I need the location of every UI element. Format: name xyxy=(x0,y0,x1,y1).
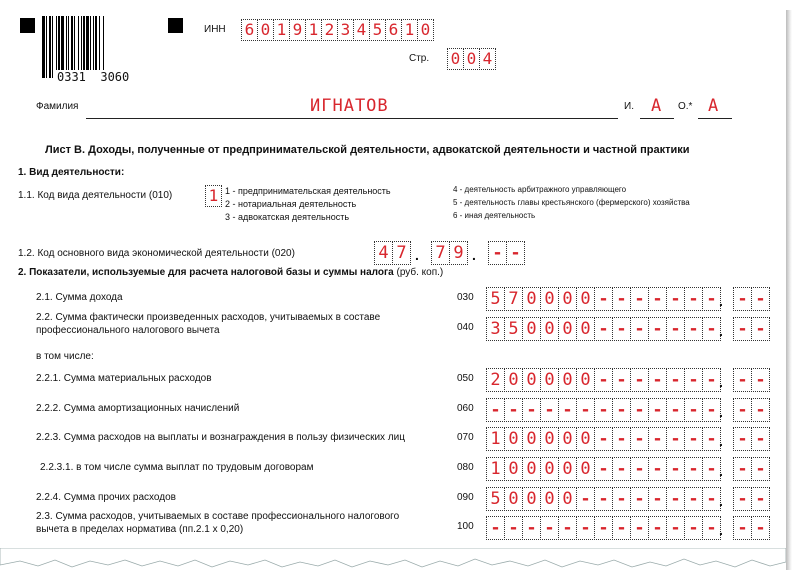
inn-digit-cell: 0 xyxy=(257,19,274,41)
amount-digit-cell: - xyxy=(684,317,703,341)
amount-digit-cell: - xyxy=(558,398,577,422)
inn-digit-cell: 2 xyxy=(321,19,338,41)
section2-heading xyxy=(18,267,443,278)
amount-digit-cell: 0 xyxy=(540,368,559,392)
activity-code-field[interactable] xyxy=(205,185,221,207)
amount-digit-cell: - xyxy=(612,487,631,511)
decimal-separator: . xyxy=(719,323,723,339)
row-label-080: 2.2.3.1. в том числе сумма выплат по трудовым договорам xyxy=(40,462,314,473)
amount-digit-cell: - xyxy=(648,317,667,341)
amount-digit-cell: 5 xyxy=(486,287,505,311)
row-label-030: 2.1. Сумма дохода xyxy=(36,292,123,303)
inn-digit-cell: 1 xyxy=(305,19,322,41)
activity-code-cell: 1 xyxy=(205,185,222,207)
amount-digit-cell: - xyxy=(630,368,649,392)
amount-digit-cell: - xyxy=(576,487,595,511)
kopeck-digit-cell: - xyxy=(733,398,752,422)
page-digit-cell: 0 xyxy=(463,48,480,70)
decimal-separator: . xyxy=(719,404,723,420)
amount-digit-cell: 0 xyxy=(558,427,577,451)
page-digit-cell: 4 xyxy=(479,48,496,70)
amount-digit-cell: - xyxy=(648,368,667,392)
amount-digit-cell: - xyxy=(666,487,685,511)
initial-o-label: О.* xyxy=(678,101,693,112)
okved-digit-cell: - xyxy=(506,241,525,265)
amount-digit-cell: 0 xyxy=(504,368,523,392)
amount-digit-cell: 3 xyxy=(486,317,505,341)
okved-group xyxy=(374,241,410,265)
amount-digit-cell: 0 xyxy=(540,487,559,511)
row-label-050: 2.2.1. Сумма материальных расходов xyxy=(36,373,212,384)
amount-digit-cell: - xyxy=(594,487,613,511)
page-label: Стр. xyxy=(409,53,430,64)
amount-digit-cell: - xyxy=(648,516,667,540)
amount-field-100[interactable] xyxy=(486,516,720,540)
amount-digit-cell: 0 xyxy=(522,287,541,311)
kopeck-digit-cell: - xyxy=(751,427,770,451)
okved-digit-cell: 7 xyxy=(392,241,411,265)
amount-digit-cell: 0 xyxy=(522,368,541,392)
kopeck-digit-cell: - xyxy=(751,287,770,311)
amount-digit-cell: 7 xyxy=(504,287,523,311)
amount-digit-cell: - xyxy=(684,487,703,511)
amount-digit-cell: - xyxy=(594,516,613,540)
row-code-090: 090 xyxy=(457,492,474,503)
inn-digit-cell: 1 xyxy=(401,19,418,41)
amount-digit-cell: 1 xyxy=(486,427,505,451)
amount-digit-cell: - xyxy=(648,427,667,451)
amount-digit-cell: 0 xyxy=(540,457,559,481)
amount-field-090[interactable] xyxy=(486,487,720,511)
amount-digit-cell: 0 xyxy=(558,457,577,481)
okved-group xyxy=(431,241,467,265)
activity-code-label: 1.1. Код вида деятельности (010) xyxy=(18,190,173,201)
activity-option-3: 3 - адвокатская деятельность xyxy=(225,212,350,222)
decimal-separator: . xyxy=(719,433,723,449)
row-code-100: 100 xyxy=(457,521,474,532)
kopeck-digit-cell: - xyxy=(733,368,752,392)
okved-digit-cell: 4 xyxy=(374,241,393,265)
inn-digit-cell: 1 xyxy=(273,19,290,41)
amount-digit-cell: - xyxy=(576,516,595,540)
amount-field-050[interactable] xyxy=(486,368,720,392)
sheet-title: Лист В. Доходы, полученные от предпринимательской деятельности, адвокатской деятельности и частной практики xyxy=(45,144,690,156)
row-code-080: 080 xyxy=(457,462,474,473)
inn-digit-cell: 5 xyxy=(369,19,386,41)
surname-underline xyxy=(86,118,618,119)
decimal-separator: . xyxy=(719,374,723,390)
amount-digit-cell: - xyxy=(630,457,649,481)
decimal-separator: . xyxy=(719,293,723,309)
amount-digit-cell: - xyxy=(684,457,703,481)
kopeck-digit-cell: - xyxy=(733,287,752,311)
kopecks-field-080[interactable] xyxy=(733,457,769,481)
amount-digit-cell: 0 xyxy=(522,457,541,481)
amount-digit-cell: 0 xyxy=(540,317,559,341)
kopeck-digit-cell: - xyxy=(751,516,770,540)
inn-label: ИНН xyxy=(204,24,226,35)
amount-digit-cell: 0 xyxy=(576,457,595,481)
kopecks-field-100[interactable] xyxy=(733,516,769,540)
inn-field[interactable] xyxy=(241,19,433,41)
amount-digit-cell: 2 xyxy=(486,368,505,392)
amount-digit-cell: - xyxy=(594,317,613,341)
barcode-gap xyxy=(104,16,105,78)
initial-o-value[interactable]: А xyxy=(708,96,719,116)
amount-digit-cell: 0 xyxy=(576,368,595,392)
amount-digit-cell: - xyxy=(486,398,505,422)
amount-digit-cell: - xyxy=(702,368,721,392)
amount-digit-cell: - xyxy=(486,516,505,540)
amount-digit-cell: - xyxy=(684,398,703,422)
amount-field-040[interactable] xyxy=(486,317,720,341)
corner-marker-left xyxy=(20,18,35,33)
kopeck-digit-cell: - xyxy=(733,427,752,451)
row-label-090: 2.2.4. Сумма прочих расходов xyxy=(36,492,176,503)
okved-digit-cell: 9 xyxy=(449,241,468,265)
amount-digit-cell: - xyxy=(630,398,649,422)
amount-digit-cell: - xyxy=(594,427,613,451)
kopecks-field-060[interactable] xyxy=(733,398,769,422)
inn-digit-cell: 6 xyxy=(241,19,258,41)
amount-digit-cell: - xyxy=(594,457,613,481)
activity-option-1: 1 - предпринимательская деятельность xyxy=(225,186,391,196)
corner-marker-right xyxy=(168,18,183,33)
amount-field-070[interactable] xyxy=(486,427,720,451)
amount-digit-cell: - xyxy=(630,516,649,540)
okved-group xyxy=(488,241,524,265)
amount-digit-cell: 0 xyxy=(558,368,577,392)
section2-heading-unit: (руб. коп.) xyxy=(396,267,444,278)
kopecks-field-040[interactable] xyxy=(733,317,769,341)
row-label-040: 2.2. Сумма фактически произведенных расходов, учитываемых в составе xyxy=(36,312,381,323)
page-digit-cell: 0 xyxy=(447,48,464,70)
amount-digit-cell: 0 xyxy=(576,317,595,341)
amount-digit-cell: - xyxy=(666,516,685,540)
row-code-050: 050 xyxy=(457,373,474,384)
okved-separator: . xyxy=(415,247,419,263)
torn-edge xyxy=(0,548,786,578)
decimal-separator: . xyxy=(719,493,723,509)
amount-digit-cell: 0 xyxy=(504,457,523,481)
amount-digit-cell: - xyxy=(612,427,631,451)
decimal-separator: . xyxy=(719,463,723,479)
amount-digit-cell: - xyxy=(702,287,721,311)
amount-digit-cell: - xyxy=(522,516,541,540)
amount-digit-cell: 0 xyxy=(576,287,595,311)
kopeck-digit-cell: - xyxy=(751,398,770,422)
initial-i-value[interactable]: А xyxy=(651,96,662,116)
amount-digit-cell: - xyxy=(684,516,703,540)
section2-heading-text: 2. Показатели, используемые для расчета налоговой базы и суммы налога xyxy=(18,267,394,278)
kopecks-field-050[interactable] xyxy=(733,368,769,392)
amount-digit-cell: 0 xyxy=(558,317,577,341)
amount-digit-cell: - xyxy=(648,287,667,311)
amount-digit-cell: - xyxy=(666,368,685,392)
amount-digit-cell: - xyxy=(684,287,703,311)
row-label-040: профессионального налогового вычета xyxy=(36,325,220,336)
amount-digit-cell: 0 xyxy=(504,427,523,451)
row-label-060: 2.2.2. Сумма амортизационных начислений xyxy=(36,403,240,414)
activity-option-4: 4 - деятельность арбитражного управляющего xyxy=(453,185,627,194)
kopeck-digit-cell: - xyxy=(751,457,770,481)
amount-digit-cell: 0 xyxy=(576,427,595,451)
row-code-040: 040 xyxy=(457,322,474,333)
activity-option-6: 6 - иная деятельность xyxy=(453,211,536,220)
amount-digit-cell: - xyxy=(666,427,685,451)
page-shadow xyxy=(786,10,792,570)
amount-digit-cell: - xyxy=(630,487,649,511)
kopecks-field-090[interactable] xyxy=(733,487,769,511)
amount-field-080[interactable] xyxy=(486,457,720,481)
amount-digit-cell: - xyxy=(594,398,613,422)
amount-digit-cell: - xyxy=(522,398,541,422)
inn-digit-cell: 0 xyxy=(417,19,434,41)
kopeck-digit-cell: - xyxy=(733,516,752,540)
amount-digit-cell: 0 xyxy=(540,287,559,311)
okved-label: 1.2. Код основного вида экономической деятельности (020) xyxy=(18,248,295,259)
amount-digit-cell: - xyxy=(558,516,577,540)
amount-digit-cell: 0 xyxy=(522,487,541,511)
kopeck-digit-cell: - xyxy=(733,457,752,481)
amount-digit-cell: 1 xyxy=(486,457,505,481)
amount-digit-cell: - xyxy=(666,287,685,311)
amount-digit-cell: - xyxy=(702,427,721,451)
amount-digit-cell: - xyxy=(612,457,631,481)
kopecks-field-030[interactable] xyxy=(733,287,769,311)
amount-digit-cell: - xyxy=(702,317,721,341)
amount-digit-cell: - xyxy=(702,487,721,511)
row-code-060: 060 xyxy=(457,403,474,414)
okved-digit-cell: - xyxy=(488,241,507,265)
kopeck-digit-cell: - xyxy=(733,487,752,511)
section1-heading: 1. Вид деятельности: xyxy=(18,167,125,178)
amount-digit-cell: - xyxy=(648,457,667,481)
barcode xyxy=(42,16,105,78)
okved-digit-cell: 7 xyxy=(431,241,450,265)
amount-digit-cell: - xyxy=(666,398,685,422)
surname-label: Фамилия xyxy=(36,101,79,112)
amount-digit-cell: - xyxy=(612,317,631,341)
initial-i-underline xyxy=(640,118,674,119)
barcode-number: 0331 3060 xyxy=(54,70,132,84)
amount-digit-cell: 0 xyxy=(504,487,523,511)
amount-digit-cell: 0 xyxy=(522,427,541,451)
amount-digit-cell: 0 xyxy=(558,487,577,511)
row-label-100: 2.3. Сумма расходов, учитываемых в составе профессионального налогового xyxy=(36,511,400,522)
amount-digit-cell: - xyxy=(702,457,721,481)
inn-digit-cell: 9 xyxy=(289,19,306,41)
amount-digit-cell: - xyxy=(630,287,649,311)
kopeck-digit-cell: - xyxy=(733,317,752,341)
amount-digit-cell: - xyxy=(540,398,559,422)
row-label-100: вычета в пределах норматива (пп.2.1 х 0,20) xyxy=(36,524,244,535)
amount-digit-cell: 0 xyxy=(540,427,559,451)
amount-digit-cell: - xyxy=(576,398,595,422)
amount-digit-cell: 5 xyxy=(486,487,505,511)
amount-digit-cell: - xyxy=(612,287,631,311)
decimal-separator: . xyxy=(719,522,723,538)
in-that-number-label: в том числе: xyxy=(36,351,94,362)
amount-digit-cell: - xyxy=(594,287,613,311)
row-label-070: 2.2.3. Сумма расходов на выплаты и вознаграждения в пользу физических лиц xyxy=(36,432,405,443)
activity-option-5: 5 - деятельность главы крестьянского (фермерского) хозяйства xyxy=(453,198,690,207)
row-code-070: 070 xyxy=(457,432,474,443)
amount-digit-cell: - xyxy=(666,317,685,341)
kopeck-digit-cell: - xyxy=(751,317,770,341)
amount-digit-cell: - xyxy=(684,368,703,392)
activity-option-2: 2 - нотариальная деятельность xyxy=(225,199,357,209)
amount-digit-cell: - xyxy=(666,457,685,481)
kopeck-digit-cell: - xyxy=(751,487,770,511)
page-number-field[interactable] xyxy=(447,48,495,70)
row-code-030: 030 xyxy=(457,292,474,303)
amount-digit-cell: - xyxy=(540,516,559,540)
amount-digit-cell: - xyxy=(630,317,649,341)
inn-digit-cell: 6 xyxy=(385,19,402,41)
amount-digit-cell: - xyxy=(702,398,721,422)
amount-digit-cell: - xyxy=(702,516,721,540)
initial-o-underline xyxy=(698,118,732,119)
inn-digit-cell: 4 xyxy=(353,19,370,41)
amount-field-060[interactable] xyxy=(486,398,720,422)
amount-digit-cell: - xyxy=(648,398,667,422)
amount-digit-cell: - xyxy=(504,516,523,540)
amount-digit-cell: - xyxy=(504,398,523,422)
surname-value[interactable]: ИГНАТОВ xyxy=(310,96,389,116)
kopecks-field-070[interactable] xyxy=(733,427,769,451)
amount-digit-cell: - xyxy=(630,427,649,451)
inn-digit-cell: 3 xyxy=(337,19,354,41)
kopeck-digit-cell: - xyxy=(751,368,770,392)
amount-digit-cell: - xyxy=(684,427,703,451)
amount-digit-cell: 5 xyxy=(504,317,523,341)
amount-digit-cell: 0 xyxy=(558,287,577,311)
amount-digit-cell: 0 xyxy=(522,317,541,341)
amount-digit-cell: - xyxy=(594,368,613,392)
amount-digit-cell: - xyxy=(612,368,631,392)
amount-digit-cell: - xyxy=(612,398,631,422)
initial-i-label: И. xyxy=(624,101,634,112)
okved-separator: . xyxy=(472,247,476,263)
amount-field-030[interactable] xyxy=(486,287,720,311)
amount-digit-cell: - xyxy=(612,516,631,540)
amount-digit-cell: - xyxy=(648,487,667,511)
